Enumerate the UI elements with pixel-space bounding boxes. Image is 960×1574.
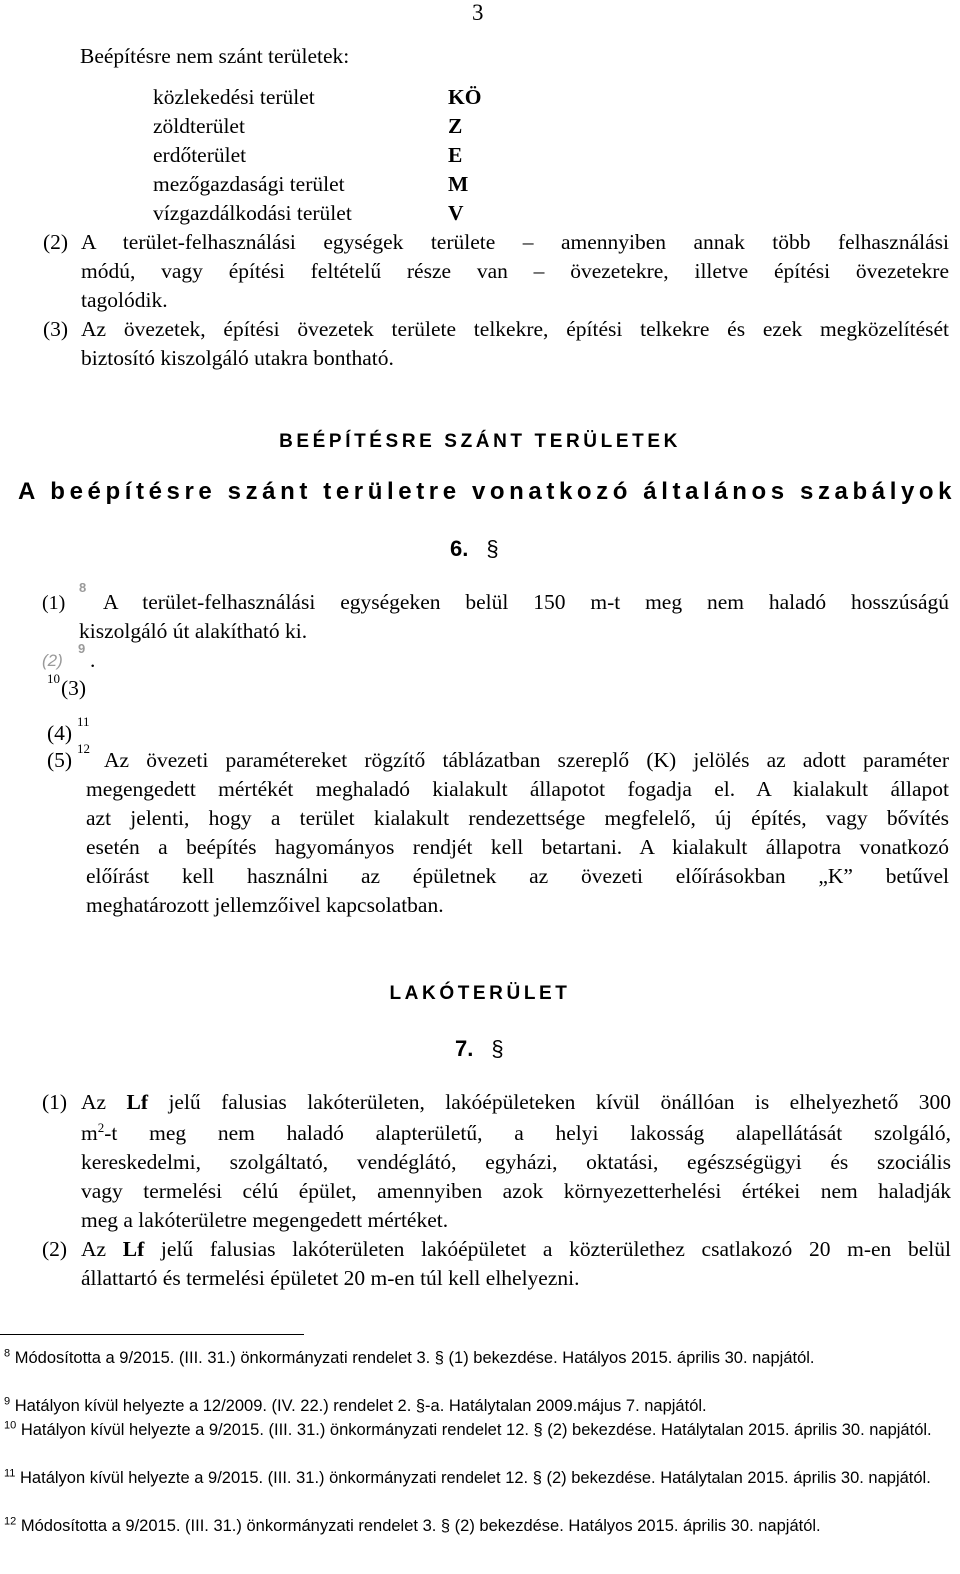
footnote-ref: 9 [78,641,86,656]
paragraph-number: 7. [455,1036,474,1061]
land-type-name: mezőgazdasági terület [153,172,345,196]
footnote [4,1346,944,1370]
footnote [4,1418,944,1442]
footnote-text: Hatályon kívül helyezte a 9/2015. (III. 31.) önkormányzati rendelet 12. § (2) bekezdése. Hatálytalan 2015. április 30. napjától. [20,1469,931,1487]
footnote-text: Módosította a 9/2015. (III. 31.) önkormányzati rendelet 3. § (1) bekezdése. Hatályos 2015. április 30. napjától. [14,1349,815,1367]
paragraph-line: A terület-felhasználási egységek területe – amennyiben annak több felhasználási [81,230,949,254]
sub-heading: A beépítésre szánt területre vonatkozó általános szabályok [18,478,957,505]
paragraph-number: (3) [43,317,69,341]
paragraph-line: előírást kell használni az épületnek az övezeti előírásokban „K” betűvel [86,864,949,888]
section-paragraph-number [455,1036,504,1062]
footnote-number: 12 [4,1515,17,1528]
footnote-number: 10 [4,1419,17,1432]
paragraph-line: vagy termelési célú épület, amennyiben azok környezetterhelési értékei nem haladják [81,1179,951,1203]
footnote-text: Módosította a 9/2015. (III. 31.) önkormányzati rendelet 3. § (2) bekezdése. Hatályos 2015. április 30. napjától. [20,1517,821,1535]
paragraph-line: kereskedelmi, szolgáltató, vendéglátó, egyházi, oktatási, egészségügyi és szociális [81,1150,951,1174]
footnote-number: 9 [4,1395,11,1408]
paragraph-line: meg a lakóterületre megengedett mértéket. [81,1208,449,1232]
paragraph-line: Az övezeti paramétereket rögzítő táblázatban szereplő (K) jelölés az adott paraméter [104,748,949,772]
paragraph-number: (1) [42,592,66,614]
page-number: 3 [472,0,484,25]
land-type-name: erdőterület [153,143,247,167]
paragraph-line: kiszolgáló út alakítható ki. [79,619,308,643]
paragraph-line: módú, vagy építési feltételű része van – övezetekre, illetve építési övezetekre [81,259,949,283]
paragraph-number: (2) [42,1237,68,1261]
footnote-text: Hatályon kívül helyezte a 12/2009. (IV. 22.) rendelet 2. §-a. Hatálytalan 2009.május 7. napjától. [14,1397,707,1415]
section-heading: LAKÓTERÜLET [389,983,571,1004]
paragraph-line: esetén a beépítés hagyományos rendjét kell betartani. A kialakult állapotra vonatkozó [86,835,949,859]
section-sign: § [486,536,499,561]
footnote [4,1514,944,1538]
paragraph-line: Az övezetek, építési övezetek területe telkekre, építési telkekre és ezek megközelítését [81,317,949,341]
land-type-code: KÖ [448,85,482,109]
section-sign: § [491,1036,504,1061]
section-paragraph-number [450,536,499,562]
zone-code: Lf [126,1090,149,1114]
paragraph-line [81,1237,951,1262]
paragraph-text: m [81,1121,98,1145]
unplanned-title: Beépítésre nem szánt területek: [80,44,350,68]
superscript: 2 [97,1119,105,1135]
paragraph-line: biztosító kiszolgáló utakra bontható. [81,346,394,370]
paragraph-line [81,1090,951,1115]
paragraph-number: (3) [61,676,87,700]
paragraph-number: 6. [450,536,469,561]
footnote [4,1466,944,1490]
paragraph-line [81,1121,951,1146]
footnote-text: Hatályon kívül helyezte a 9/2015. (III. 31.) önkormányzati rendelet 12. § (2) bekezdése. Hatálytalan 2015. április 30. napjától. [20,1421,932,1439]
paragraph-text: jelű falusias lakóterületen, lakóépületeken kívül önállóan is elhelyezhető 300 [148,1090,951,1114]
footnote-ref: 8 [79,580,87,595]
section-heading: BEÉPÍTÉSRE SZÁNT TERÜLETEK [279,431,681,452]
paragraph-number: (5) [47,748,73,772]
paragraph-text: . [90,648,96,672]
land-type-code: V [448,201,464,225]
paragraph-line: meghatározott jellemzőivel kapcsolatban. [86,893,444,917]
footnote-number: 11 [4,1467,16,1480]
footnote-number: 8 [4,1347,11,1360]
land-type-code: Z [448,114,463,138]
paragraph-line: A terület-felhasználási egységeken belül 150 m-t meg nem haladó hosszúságú [103,590,949,614]
footnote-ref: 10 [47,671,60,686]
land-type-name: vízgazdálkodási terület [153,201,352,225]
footnote-ref: 11 [77,714,90,729]
paragraph-text: Az [81,1237,123,1261]
paragraph-number: (2) [42,651,63,670]
land-type-name: zöldterület [153,114,245,138]
footnote-ref: 12 [77,741,90,756]
paragraph-number: (2) [43,230,69,254]
paragraph-number: (4) [47,721,73,745]
paragraph-line: tagolódik. [81,288,168,312]
paragraph-line: megengedett mértékét meghaladó kialakult állapotot fogadja el. A kialakult állapot [86,777,949,801]
zone-code: Lf [122,1237,145,1261]
paragraph-text: jelű falusias lakóterületen lakóépületet a közterülethez csatlakozó 20 m-en belül [144,1237,951,1261]
footnote [4,1394,944,1418]
paragraph-number: (1) [42,1090,68,1114]
land-type-code: M [448,172,469,196]
paragraph-text: -t meg nem haladó alapterületű, a helyi lakosság alapellátását szolgáló, [104,1121,951,1145]
footnote-separator [0,1334,304,1335]
paragraph-line: azt jelenti, hogy a terület kialakult rendezettsége megfelelő, új építés, vagy bővítés [86,806,949,830]
paragraph-line: állattartó és termelési épületet 20 m-en túl kell elhelyezni. [81,1266,580,1290]
paragraph-text: Az [81,1090,127,1114]
land-type-code: E [448,143,463,167]
land-type-name: közlekedési terület [153,85,315,109]
